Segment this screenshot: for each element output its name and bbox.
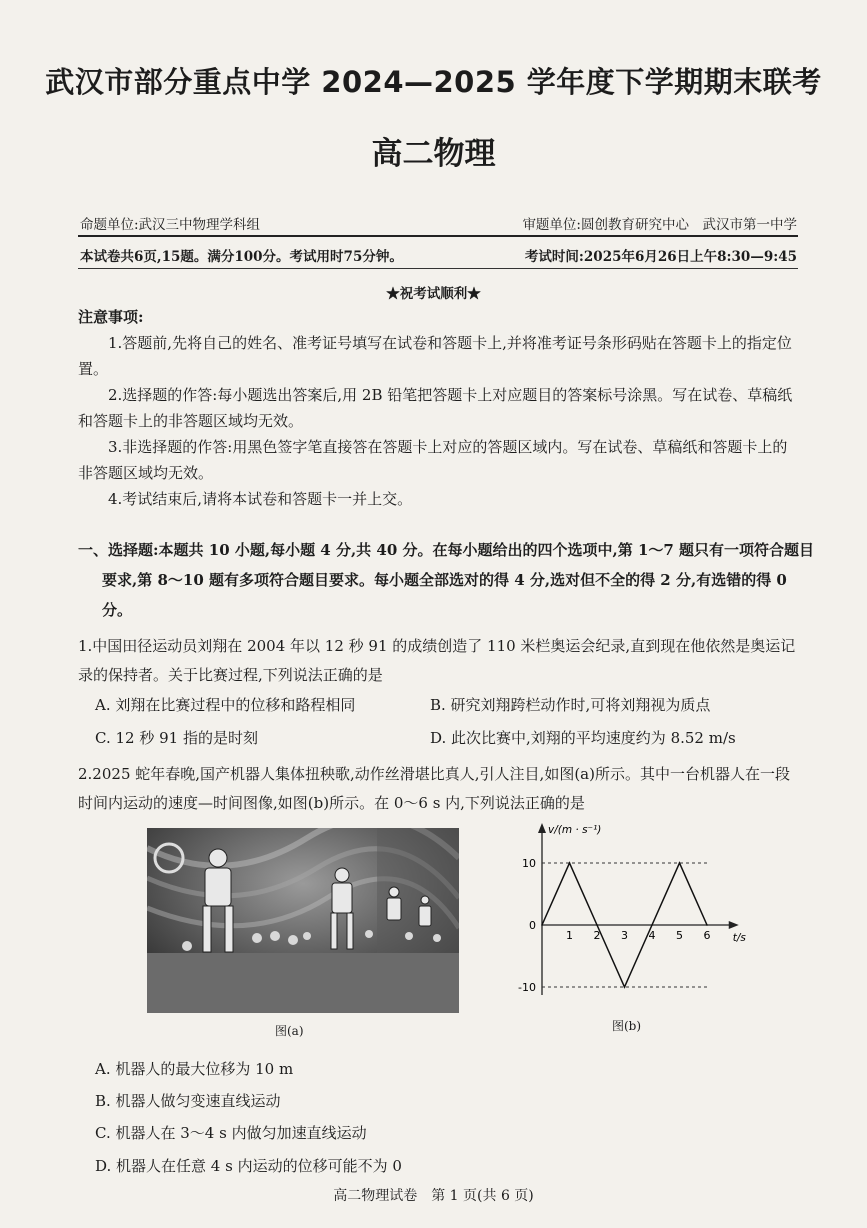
question-1-stem: 1.中国田径运动员刘翔在 2004 年以 12 秒 91 的成绩创造了 110 米栏奥运会纪录,直到现在他依然是奥运记录的保持者。关于比赛过程,下列说法正确的是 — [78, 637, 796, 684]
page-footer: 高二物理试卷 第 1 页(共 6 页) — [333, 1188, 534, 1204]
notice-item-4: 4.考试结束后,请将本试卷和答题卡一并上交。 — [108, 490, 413, 508]
notice-section — [78, 304, 798, 512]
q2-option-b: B. 机器人做匀变速直线运动 — [95, 1092, 281, 1110]
q2-option-c: C. 机器人在 3～4 s 内做匀加速直线运动 — [95, 1124, 367, 1142]
velocity-time-chart — [500, 815, 760, 1015]
figure-a-caption: 图(a) — [275, 1024, 304, 1038]
data-point-2 — [596, 924, 598, 926]
notice-item-3: 3.非选择题的作答:用黑色签字笔直接答在答题卡上对应的答题区域内。写在试卷、草稿纸和答题卡上的非答题区域均无效。 — [78, 438, 788, 482]
q2-option-d: D. 机器人在任意 4 s 内运动的位移可能不为 0 — [95, 1157, 402, 1175]
q2-option-a: A. 机器人的最大位移为 10 m — [95, 1060, 294, 1078]
review-unit: 审题单位:圆创教育研究中心 武汉市第一中学 — [522, 217, 797, 233]
q1-option-d: D. 此次比赛中,刘翔的平均速度约为 8.52 m/s — [430, 729, 736, 747]
header-divider — [78, 235, 798, 237]
subject-title: 高二物理 — [371, 136, 496, 172]
data-point-4 — [651, 924, 653, 926]
y-tick-label-0: 10 — [522, 857, 536, 870]
q1-option-c: C. 12 秒 91 指的是时刻 — [95, 729, 258, 747]
blessing: ★祝考试顺利★ — [386, 286, 481, 302]
data-point-0 — [541, 924, 543, 926]
robot-dance-photo — [147, 828, 459, 1013]
x-tick-label-4: 4 — [648, 929, 656, 942]
x-tick-label-1: 1 — [566, 929, 573, 942]
exam-time: 考试时间:2025年6月26日上午8:30—9:45 — [524, 249, 797, 265]
question-2-stem: 2.2025 蛇年春晚,国产机器人集体扭秧歌,动作丝滑堪比真人,引人注目,如图(a)所示。其中一台机器人在一段时间内运动的速度—时间图像,如图(b)所示。在 0～6 s 内,下列说法正确的是 — [78, 765, 790, 812]
x-axis-arrow — [729, 921, 739, 929]
x-tick-label-2: 2 — [593, 929, 601, 942]
y-axis-label: v/(m · s⁻¹) — [548, 824, 602, 836]
data-point-6 — [706, 924, 708, 926]
y-axis-arrow — [538, 823, 546, 833]
notice-item-2: 2.选择题的作答:每小题选出答案后,用 2B 铅笔把答题卡上对应题目的答案标号涂黑。写在试卷、草稿纸和答题卡上的非答题区域均无效。 — [78, 386, 793, 430]
exam-info: 本试卷共6页,15题。满分100分。考试用时75分钟。 — [80, 249, 403, 265]
author-unit: 命题单位:武汉三中物理学科组 — [80, 217, 261, 233]
y-tick-label-2: -10 — [518, 981, 536, 994]
x-axis-label: t/s — [732, 932, 746, 944]
notice-item-1: 1.答题前,先将自己的姓名、准考证号填写在试卷和答题卡上,并将准考证号条形码贴在答题卡上的指定位置。 — [78, 334, 792, 378]
data-point-3 — [624, 986, 626, 988]
q1-option-b: B. 研究刘翔跨栏动作时,可将刘翔视为质点 — [430, 696, 711, 714]
y-tick-label-1: 0 — [529, 919, 536, 932]
data-point-5 — [679, 862, 681, 864]
figure-b-caption: 图(b) — [612, 1019, 642, 1033]
x-tick-label-6: 6 — [703, 929, 711, 942]
x-tick-label-3: 3 — [621, 929, 628, 942]
data-point-1 — [569, 862, 571, 864]
robot-dance-illustration — [147, 828, 459, 1013]
notice-heading: 注意事项: — [78, 308, 144, 326]
q1-option-a: A. 刘翔在比赛过程中的位移和路程相同 — [95, 696, 356, 714]
section-heading: 一、选择题:本题共 10 小题,每小题 4 分,共 40 分。在每小题给出的四个选项中,第 1～7 题只有一项符合题目要求,第 8～10 题有多项符合题目要求。每小题全部选对的得 4 分,选对但不全的得 2 分,有选错的得 0 分。 — [78, 541, 815, 619]
x-tick-label-5: 5 — [676, 929, 683, 942]
info-divider — [78, 268, 798, 269]
exam-title: 武汉市部分重点中学 2024—2025 学年度下学期期末联考 — [45, 65, 822, 99]
